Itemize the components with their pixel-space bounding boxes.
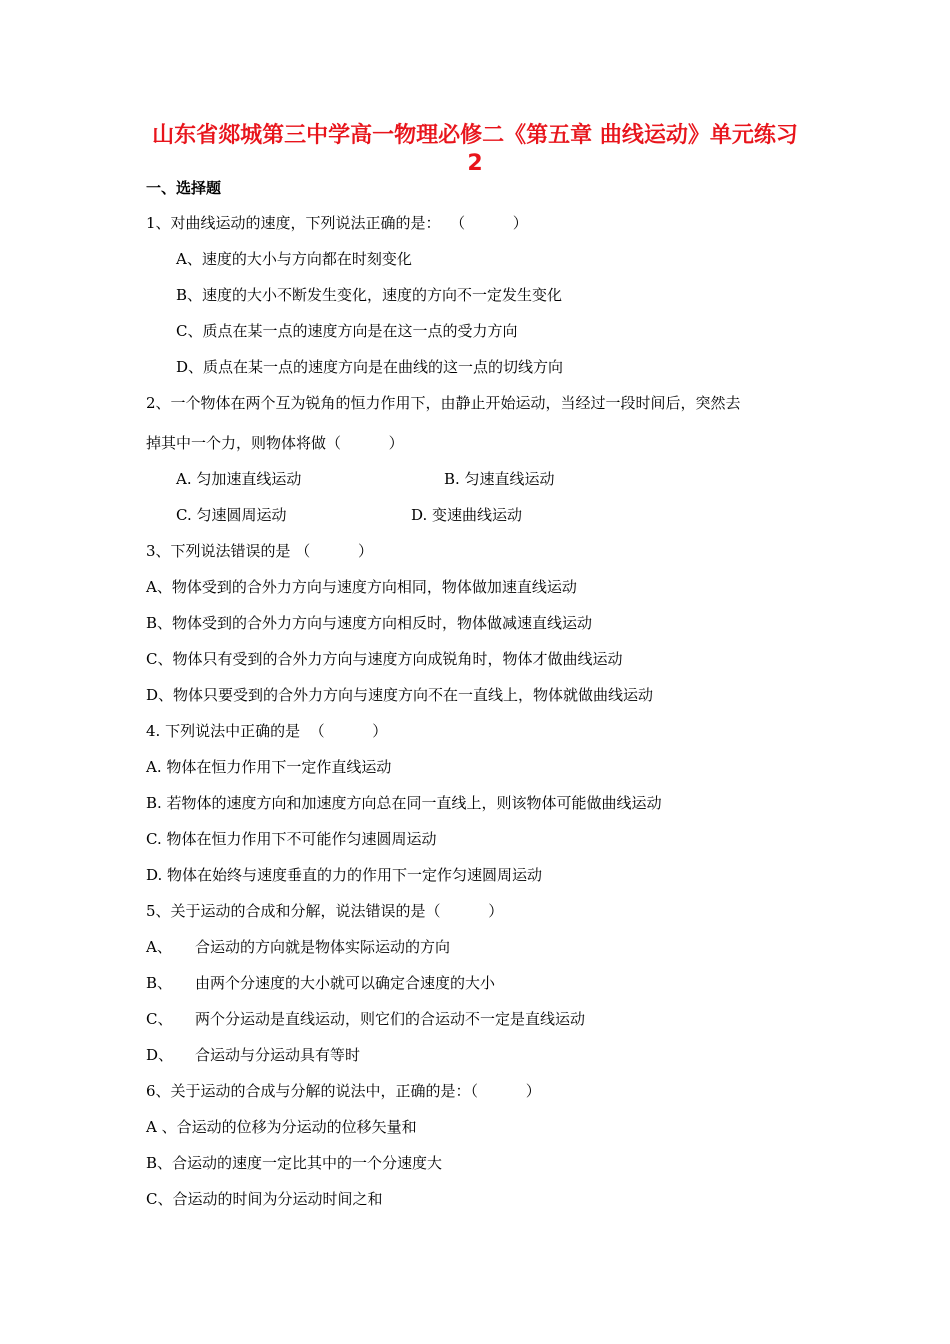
- question-5-option-b-text: 由两个分速度的大小就可以确定合速度的大小: [195, 974, 496, 992]
- question-4-option-d: D. 物体在始终与速度垂直的力的作用下一定作匀速圆周运动: [146, 866, 543, 884]
- question-6-stem: 6、关于运动的合成与分解的说法中，正确的是：（ ）: [146, 1082, 541, 1100]
- question-5-option-b-letter: B、: [146, 974, 173, 992]
- question-5-option-c-letter: C、: [146, 1010, 173, 1028]
- question-2-option-d: D. 变速曲线运动: [411, 506, 523, 524]
- question-5-option-a-letter: A、: [146, 938, 172, 956]
- document-title-line2: 2: [467, 151, 483, 176]
- question-2-option-a: A. 匀加速直线运动: [176, 470, 302, 488]
- question-5-option-c-text: 两个分运动是直线运动，则它们的合运动不一定是直线运动: [195, 1010, 586, 1028]
- question-5-option-d-text: 合运动与分运动具有等时: [195, 1046, 361, 1064]
- question-1-stem: 1、对曲线运动的速度，下列说法正确的是： （ ）: [146, 214, 528, 232]
- question-2-stem-line2: 掉其中一个力，则物体将做（ ）: [146, 434, 404, 452]
- question-3-option-b: B、物体受到的合外力方向与速度方向相反时，物体做减速直线运动: [146, 614, 593, 632]
- question-2-option-b: B. 匀速直线运动: [444, 470, 555, 488]
- question-4-stem: 4. 下列说法中正确的是 （ ）: [146, 722, 388, 740]
- question-6-option-c: C、合运动的时间为分运动时间之和: [146, 1190, 383, 1208]
- question-5-option-d-letter: D、: [146, 1046, 174, 1064]
- question-2-stem-line1: 2、一个物体在两个互为锐角的恒力作用下，由静止开始运动，当经过一段时间后，突然去: [146, 394, 741, 412]
- question-4-option-c: C. 物体在恒力作用下不可能作匀速圆周运动: [146, 830, 437, 848]
- question-3-option-d: D、物体只要受到的合外力方向与速度方向不在一直线上，物体就做曲线运动: [146, 686, 654, 704]
- question-5-stem: 5、关于运动的合成和分解，说法错误的是（ ）: [146, 902, 504, 920]
- question-1-option-c: C、质点在某一点的速度方向是在这一点的受力方向: [176, 322, 518, 340]
- question-2-option-c: C. 匀速圆周运动: [176, 506, 287, 524]
- question-3-option-a: A、物体受到的合外力方向与速度方向相同，物体做加速直线运动: [146, 578, 577, 596]
- question-3-stem: 3、下列说法错误的是 （ ）: [146, 542, 373, 560]
- question-1-option-a: A、速度的大小与方向都在时刻变化: [176, 250, 412, 268]
- question-4-option-a: A. 物体在恒力作用下一定作直线运动: [146, 758, 392, 776]
- question-1-option-d: D、质点在某一点的速度方向是在曲线的这一点的切线方向: [176, 358, 564, 376]
- section-heading: 一、选择题: [146, 179, 222, 197]
- question-1-option-b: B、速度的大小不断发生变化，速度的方向不一定发生变化: [176, 286, 563, 304]
- question-6-option-a: A 、合运动的位移为分运动的位移矢量和: [146, 1118, 417, 1136]
- question-4-option-b: B. 若物体的速度方向和加速度方向总在同一直线上，则该物体可能做曲线运动: [146, 794, 662, 812]
- question-5-option-a-text: 合运动的方向就是物体实际运动的方向: [195, 938, 451, 956]
- question-3-option-c: C、物体只有受到的合外力方向与速度方向成锐角时，物体才做曲线运动: [146, 650, 623, 668]
- question-6-option-b: B、合运动的速度一定比其中的一个分速度大: [146, 1154, 443, 1172]
- document-title-line1: 山东省郯城第三中学高一物理必修二《第五章 曲线运动》单元练习: [152, 123, 798, 148]
